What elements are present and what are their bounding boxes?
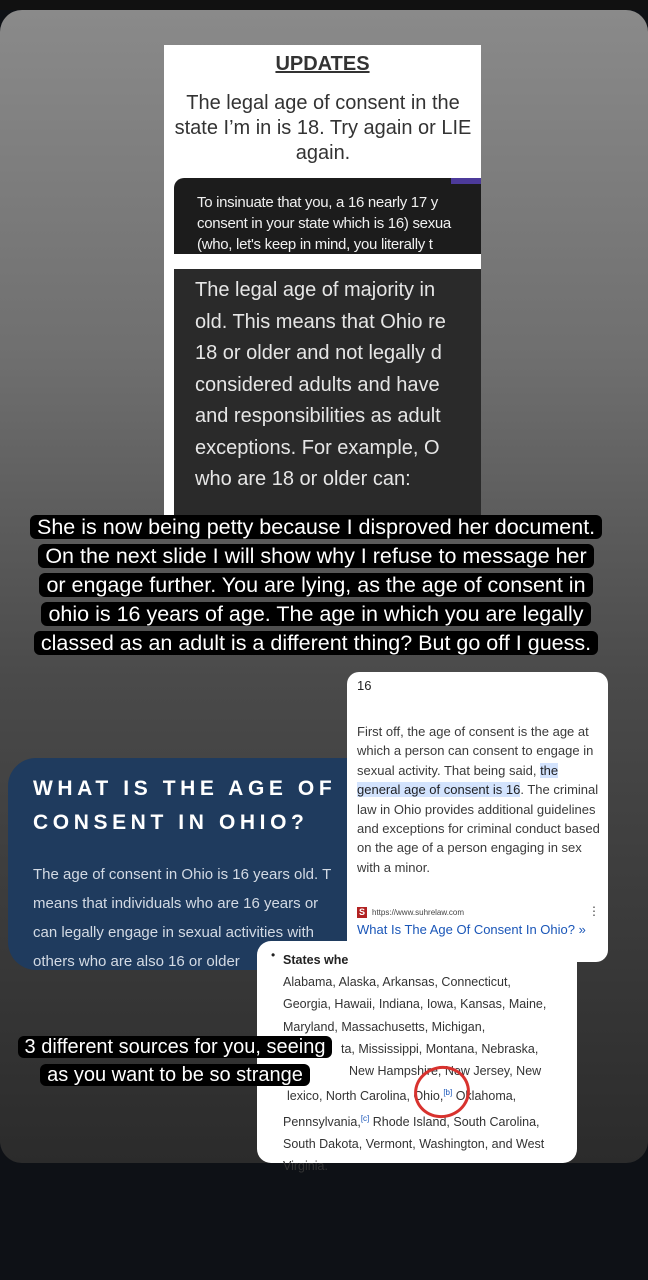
status-bar bbox=[0, 0, 648, 10]
states-line: Alabama, Alaska, Arkansas, Connecticut, bbox=[283, 975, 511, 990]
screenshot-updates bbox=[164, 45, 481, 520]
ohio-majority-excerpt bbox=[174, 269, 481, 520]
more-options-icon[interactable]: ⋮ bbox=[588, 904, 600, 918]
search-snippet bbox=[357, 722, 602, 877]
bullet-icon: • bbox=[271, 948, 276, 962]
story-caption-top bbox=[30, 513, 602, 658]
site-favicon-icon: S bbox=[358, 907, 365, 917]
updates-heading: UPDATES bbox=[275, 53, 370, 75]
article-body: The age of consent in Ohio is 16 years old. T means that individuals who are 16 years or can legally engage in sexual activities with others who are also 16 or older bbox=[33, 866, 332, 970]
states-line: South Dakota, Vermont, Washington, and West bbox=[283, 1136, 545, 1151]
snippet-highlight: the general age of consent is 16 bbox=[357, 762, 559, 798]
result-source bbox=[357, 906, 602, 922]
search-result-card bbox=[347, 672, 608, 962]
article-card bbox=[8, 758, 388, 970]
story-caption-bottom-text: 3 different sources for you, seeing as you want to be so strange bbox=[18, 1036, 333, 1086]
quoted-message bbox=[174, 178, 481, 254]
quoted-message-text: To insinuate that you, a 16 nearly 17 y consent in your state which is 16) sexua (who, let's keep in mind, you literally t bbox=[197, 194, 451, 253]
states-line: Maryland, Massachusetts, Michigan, bbox=[283, 1019, 486, 1034]
result-title-link[interactable]: What Is The Age Of Consent In Ohio? » bbox=[357, 922, 586, 937]
footnote-c[interactable]: [c] bbox=[360, 1113, 370, 1123]
updates-message: The legal age of consent in the state I’m in is 18. Try again or LIE again. bbox=[174, 92, 472, 164]
states-line-part: Oklahoma, bbox=[452, 1089, 517, 1104]
result-url[interactable]: https://www.suhrelaw.com bbox=[372, 908, 465, 917]
states-line: Virginia. bbox=[283, 1159, 328, 1174]
snippet-text-before: First off, the age of consent is the age at which a person can consent to engage in sexual activity. That being said, bbox=[357, 724, 594, 778]
states-line-part: lexico, North Carolina, Ohio, bbox=[287, 1089, 444, 1104]
states-line: New Hampshire, New Jersey, New bbox=[349, 1064, 542, 1079]
quote-accent-bar bbox=[451, 178, 481, 184]
search-query-number: 16 bbox=[357, 678, 372, 693]
snippet-text-after: . The criminal law in Ohio provides additional guidelines and exceptions for criminal conduct based on the age of a person engaging in sex with a minor. bbox=[357, 782, 600, 875]
states-line-part: Rhode Island, South Carolina, bbox=[369, 1114, 540, 1129]
story-caption-bottom bbox=[10, 1033, 340, 1089]
story-caption-top-text: She is now being petty because I disproved her document. On the next slide I will show why I refuse to message her or engage further. You are lying, as the age of consent in ohio is 16 years of age. The age in which you are legally classed as an adult is a different thing? But go off I guess. bbox=[30, 515, 602, 655]
states-line-part: Pennsylvania, bbox=[283, 1114, 361, 1129]
ohio-majority-text: The legal age of majority in old. This means that Ohio re 18 or older and not legally d considered adults and have and responsibilities as adult exceptions. For example, O who are 18 or older can: bbox=[195, 279, 446, 490]
states-lead: States whe bbox=[283, 953, 349, 967]
states-line: Georgia, Hawaii, Indiana, Iowa, Kansas, Maine, bbox=[283, 997, 547, 1012]
article-title: WHAT IS THE AGE OF CONSENT IN OHIO? bbox=[33, 777, 337, 834]
footnote-b[interactable]: [b] bbox=[443, 1088, 453, 1098]
states-line: ta, Mississippi, Montana, Nebraska, bbox=[341, 1041, 539, 1056]
